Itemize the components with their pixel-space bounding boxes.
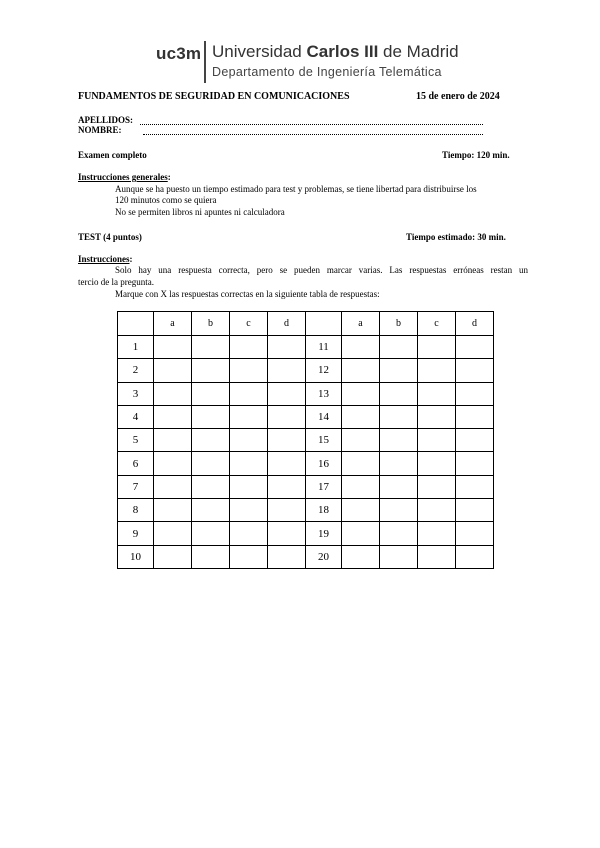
table-row xyxy=(118,522,494,545)
answer-cell-c[interactable] xyxy=(418,475,456,498)
answer-cell-a[interactable] xyxy=(154,336,192,359)
question-number: 16 xyxy=(306,452,342,475)
table-row xyxy=(118,545,494,568)
question-number: 8 xyxy=(118,499,154,522)
answer-cell-d[interactable] xyxy=(456,522,494,545)
course-title: FUNDAMENTOS DE SEGURIDAD EN COMUNICACIONES xyxy=(78,91,350,102)
test-instructions-line-1: Solo hay una respuesta correcta, pero se pueden marcar varias. Las respuestas erróneas restan un xyxy=(115,265,528,275)
test-instructions-line-3: Marque con X las respuestas correctas en la siguiente tabla de respuestas: xyxy=(115,289,380,299)
answer-cell-c[interactable] xyxy=(230,475,268,498)
header-option-d-right: d xyxy=(456,312,494,336)
answer-cell-d[interactable] xyxy=(456,405,494,428)
answer-cell-b[interactable] xyxy=(380,359,418,382)
header-blank-left xyxy=(118,312,154,336)
answer-cell-c[interactable] xyxy=(418,429,456,452)
question-number: 13 xyxy=(306,382,342,405)
answer-cell-b[interactable] xyxy=(380,452,418,475)
answer-cell-c[interactable] xyxy=(418,382,456,405)
exam-type: Examen completo xyxy=(78,150,147,160)
test-instructions-line-2: tercio de la pregunta. xyxy=(78,277,154,287)
answer-cell-c[interactable] xyxy=(230,336,268,359)
answer-cell-a[interactable] xyxy=(154,382,192,405)
name-label: NOMBRE: xyxy=(78,125,122,135)
answer-cell-b[interactable] xyxy=(380,405,418,428)
answer-cell-b[interactable] xyxy=(380,382,418,405)
answer-cell-b[interactable] xyxy=(192,382,230,405)
answer-cell-b[interactable] xyxy=(192,452,230,475)
header-option-a-left: a xyxy=(154,312,192,336)
logo-department: Departamento de Ingeniería Telemática xyxy=(212,65,442,79)
test-time: Tiempo estimado: 30 min. xyxy=(406,232,506,242)
answer-cell-d[interactable] xyxy=(456,382,494,405)
question-number: 5 xyxy=(118,429,154,452)
answer-cell-d[interactable] xyxy=(268,429,306,452)
answer-cell-b[interactable] xyxy=(380,336,418,359)
surname-label: APELLIDOS: xyxy=(78,115,134,125)
answer-cell-d[interactable] xyxy=(456,499,494,522)
answer-cell-d[interactable] xyxy=(268,336,306,359)
answer-cell-c[interactable] xyxy=(418,405,456,428)
answer-cell-a[interactable] xyxy=(342,545,380,568)
header-option-b-left: b xyxy=(192,312,230,336)
general-instructions-line-3: No se permiten libros ni apuntes ni calculadora xyxy=(115,207,285,217)
answer-cell-a[interactable] xyxy=(342,429,380,452)
table-row xyxy=(118,382,494,405)
answer-cell-a[interactable] xyxy=(342,499,380,522)
answer-cell-d[interactable] xyxy=(268,545,306,568)
answer-cell-a[interactable] xyxy=(342,359,380,382)
name-field[interactable] xyxy=(143,126,483,135)
answer-cell-c[interactable] xyxy=(230,452,268,475)
answer-cell-d[interactable] xyxy=(268,475,306,498)
general-instructions-title: Instrucciones generales: xyxy=(78,172,171,182)
question-number: 19 xyxy=(306,522,342,545)
answer-table-header xyxy=(118,312,494,336)
table-row xyxy=(118,336,494,359)
answer-cell-c[interactable] xyxy=(418,359,456,382)
answer-cell-a[interactable] xyxy=(154,545,192,568)
question-number: 10 xyxy=(118,545,154,568)
answer-cell-b[interactable] xyxy=(380,499,418,522)
test-title: TEST (4 puntos) xyxy=(78,232,142,242)
general-instructions-line-1: Aunque se ha puesto un tiempo estimado para test y problemas, se tiene libertad para distribuirse los xyxy=(115,184,477,194)
answer-cell-b[interactable] xyxy=(192,359,230,382)
answer-cell-d[interactable] xyxy=(268,499,306,522)
answer-cell-c[interactable] xyxy=(230,359,268,382)
question-number: 1 xyxy=(118,336,154,359)
table-row xyxy=(118,429,494,452)
answer-cell-d[interactable] xyxy=(456,429,494,452)
answer-cell-d[interactable] xyxy=(456,336,494,359)
answer-cell-d[interactable] xyxy=(268,405,306,428)
answer-cell-c[interactable] xyxy=(418,336,456,359)
table-row xyxy=(118,359,494,382)
answer-cell-a[interactable] xyxy=(342,522,380,545)
answer-cell-a[interactable] xyxy=(154,429,192,452)
answer-cell-c[interactable] xyxy=(418,499,456,522)
answer-cell-b[interactable] xyxy=(192,475,230,498)
test-instructions-title: Instrucciones: xyxy=(78,254,133,264)
answer-cell-d[interactable] xyxy=(456,452,494,475)
general-instructions-line-2: 120 minutos como se quiera xyxy=(115,195,217,205)
answer-cell-a[interactable] xyxy=(154,499,192,522)
answer-cell-d[interactable] xyxy=(268,359,306,382)
header-blank-right xyxy=(306,312,342,336)
answer-cell-a[interactable] xyxy=(154,475,192,498)
question-number: 15 xyxy=(306,429,342,452)
answer-cell-b[interactable] xyxy=(380,522,418,545)
question-number: 3 xyxy=(118,382,154,405)
answer-cell-d[interactable] xyxy=(268,382,306,405)
answer-cell-a[interactable] xyxy=(342,452,380,475)
answer-cell-c[interactable] xyxy=(230,545,268,568)
answer-cell-b[interactable] xyxy=(192,499,230,522)
answer-cell-a[interactable] xyxy=(154,522,192,545)
answer-cell-b[interactable] xyxy=(380,545,418,568)
answer-cell-c[interactable] xyxy=(418,452,456,475)
answer-cell-d[interactable] xyxy=(268,452,306,475)
answer-cell-b[interactable] xyxy=(192,336,230,359)
answer-cell-a[interactable] xyxy=(342,336,380,359)
question-number: 14 xyxy=(306,405,342,428)
exam-time: Tiempo: 120 min. xyxy=(442,150,510,160)
header-option-c-right: c xyxy=(418,312,456,336)
logo-short: uc3m xyxy=(156,44,202,63)
answer-cell-a[interactable] xyxy=(342,382,380,405)
answer-cell-d[interactable] xyxy=(456,545,494,568)
answer-cell-c[interactable] xyxy=(230,429,268,452)
table-row xyxy=(118,405,494,428)
header-option-b-right: b xyxy=(380,312,418,336)
table-row xyxy=(118,475,494,498)
header-option-d-left: d xyxy=(268,312,306,336)
answer-cell-a[interactable] xyxy=(154,452,192,475)
answer-cell-c[interactable] xyxy=(418,522,456,545)
answer-table xyxy=(117,311,494,569)
exam-date: 15 de enero de 2024 xyxy=(416,91,500,102)
answer-cell-a[interactable] xyxy=(154,359,192,382)
logo-university: Universidad Carlos III de Madrid xyxy=(212,42,459,61)
answer-cell-d[interactable] xyxy=(456,475,494,498)
question-number: 11 xyxy=(306,336,342,359)
surname-field[interactable] xyxy=(140,116,483,125)
question-number: 20 xyxy=(306,545,342,568)
answer-cell-b[interactable] xyxy=(192,545,230,568)
answer-cell-c[interactable] xyxy=(230,522,268,545)
answer-cell-c[interactable] xyxy=(418,545,456,568)
answer-cell-a[interactable] xyxy=(342,405,380,428)
question-number: 4 xyxy=(118,405,154,428)
logo-divider xyxy=(204,41,206,83)
question-number: 18 xyxy=(306,499,342,522)
answer-cell-b[interactable] xyxy=(192,429,230,452)
table-row xyxy=(118,499,494,522)
question-number: 2 xyxy=(118,359,154,382)
question-number: 7 xyxy=(118,475,154,498)
answer-cell-b[interactable] xyxy=(380,429,418,452)
question-number: 17 xyxy=(306,475,342,498)
question-number: 12 xyxy=(306,359,342,382)
answer-cell-c[interactable] xyxy=(230,382,268,405)
answer-cell-a[interactable] xyxy=(342,475,380,498)
answer-cell-b[interactable] xyxy=(192,405,230,428)
question-number: 6 xyxy=(118,452,154,475)
table-row xyxy=(118,452,494,475)
answer-cell-c[interactable] xyxy=(230,499,268,522)
answer-cell-d[interactable] xyxy=(268,522,306,545)
header-option-c-left: c xyxy=(230,312,268,336)
answer-cell-b[interactable] xyxy=(192,522,230,545)
answer-cell-c[interactable] xyxy=(230,405,268,428)
question-number: 9 xyxy=(118,522,154,545)
answer-cell-b[interactable] xyxy=(380,475,418,498)
answer-cell-a[interactable] xyxy=(154,405,192,428)
header-option-a-right: a xyxy=(342,312,380,336)
answer-cell-d[interactable] xyxy=(456,359,494,382)
